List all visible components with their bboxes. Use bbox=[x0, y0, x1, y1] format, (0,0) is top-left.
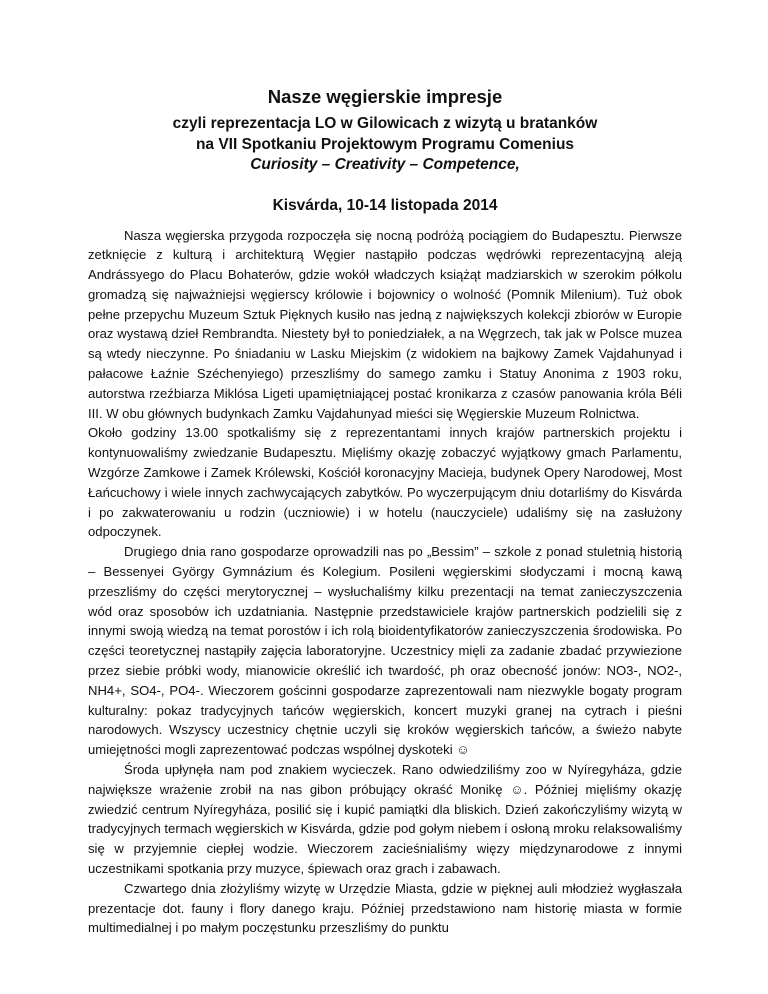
document-title: Nasze węgierskie impresje bbox=[267, 86, 503, 107]
paragraph-day4: Czwartego dnia złożyliśmy wizytę w Urzędzie Miasta, gdzie w pięknej auli młodzież wygłaszała prezentacje dot. fauny i flory danego kraju. Później przedstawiono nam historię miasta w formie multimedialnej i po małym poczęstunku przeszliśmy do punktu bbox=[88, 880, 682, 936]
paragraph-day2: Drugiego dnia rano gospodarze oprowadzili nas po „Bessim” – szkole z ponad stuletnią historią – Bessenyei György Gymnázium és Kolegium. Posileni węgierskimi słodyczami i mocną kawą przeszliśmy do części merytorycznej – wysłuchaliśmy kilku prezentacji na temat zanieczyszczenia wód oraz sposobów ich uzdatniania. Następnie przedstawiciele krajów partnerskich podzielili się z innymi swoją wiedzą na temat porostów i ich rolą bioidentyfikatorów zanieczyszczenia środowiska. Po części teoretycznej nastąpiły zajęcia laboratoryjne. Uczestnicy mięli za zadanie zbadać przywiezione przez siebie próbki wody, mianowicie określić ich twardość, ph oraz obecność jonów: NO3-, NO2-, NH4+, SO4-, PO4-. Wieczorem gościnni gospodarze zaprezentowali nam niezwykle bogaty program kulturalny: pokaz tradycyjnych tańców węgierskich, koncert muzyki granej na cytrach i pieśni narodowych. Wszyscy uczestnicy chętnie uczyli się kroków węgierskich tańców, a świeżo nabyte umiejętności mogli zaprezentować podczas wspólnej dyskoteki ☺ bbox=[88, 544, 682, 758]
document-body bbox=[88, 226, 682, 939]
date-location-line: Kisvárda, 10-14 listopada 2014 bbox=[272, 196, 498, 214]
title-block bbox=[88, 86, 682, 216]
subtitle-line-1: czyli reprezentacja LO w Gilowicach z wizytą u bratanków bbox=[172, 115, 598, 132]
paragraph-day1-budapest: Nasza węgierska przygoda rozpoczęła się nocną podróżą pociągiem do Budapesztu. Pierwsze zetknięcie z kulturą i architekturą Węgier nastąpiło podczas wędrówki reprezentacyjną aleją Andrássyego do Placu Bohaterów, gdzie wokół władczych książąt madziarskich w szerokim półkolu gromadzą się najważniejsi węgierscy królowie i bojownicy o wolność (Pomnik Milenium). Tuż obok pełne przepychu Muzeum Sztuk Pięknych kusiło nas jedną z największych kolekcji zbiorów w Europie oraz wystawą dzieł Rembrandta. Niestety był to poniedziałek, a na Węgrzech, tak jak w Polsce muzea są wtedy nieczynne. Po śniadaniu w Lasku Miejskim (z widokiem na bajkowy Zamek Vajdahunyad i pałacowe Łaźnie Széchenyiego) przeszliśmy do samego zamku i Statuy Anonima z 1903 roku, autorstwa rzeźbiarza Miklósa Ligeti upamiętniającej postać kronikarza z czasów panowania króla Béli III. W obu głównych budynkach Zamku Vajdahunyad mieści się Węgierskie Muzeum Rolnictwa. bbox=[88, 227, 682, 421]
paragraph-day1-afternoon: Około godziny 13.00 spotkaliśmy się z reprezentantami innych krajów partnerskich projektu i kontynuowaliśmy zwiedzanie Budapesztu. Mięliśmy okazję zobaczyć wyjątkowy gmach Parlamentu, Wzgórze Zamkowe i Zamek Królewski, Kościół koronacyjny Macieja, budynek Opery Narodowej, Most Łańcuchowy i wiele innych zachwycających zabytków. Po wyczerpującym dniu dotarliśmy do Kisvárda i po zakwaterowaniu u rodzin (uczniowie) i w hotelu (nauczyciele) udaliśmy się na zasłużony odpoczynek. bbox=[88, 425, 682, 540]
subtitle-project-motto: Curiosity – Creativity – Competence, bbox=[250, 156, 520, 173]
paragraph-day3: Środa upłynęła nam pod znakiem wycieczek. Rano odwiedziliśmy zoo w Nyíregyháza, gdzie największe wrażenie zrobił na nas gibon próbujący okraść Monikę ☺. Później mięliśmy okazję zwiedzić centrum Nyíregyháza, posilić się i kupić pamiątki dla bliskich. Dzień zakończyliśmy wizytą w tradycyjnych termach węgierskich w Kisvárda, gdzie pod gołym niebem i osłoną mroku relaksowaliśmy się w przyjemnie ciepłej wodzie. Wieczorem zacieśnialiśmy więzy międzynarodowe z innymi uczestnikami spotkania przy muzyce, śpiewach oraz grach i zabawach. bbox=[88, 762, 682, 876]
subtitle-line-2: na VII Spotkaniu Projektowym Programu Comenius bbox=[195, 135, 575, 153]
